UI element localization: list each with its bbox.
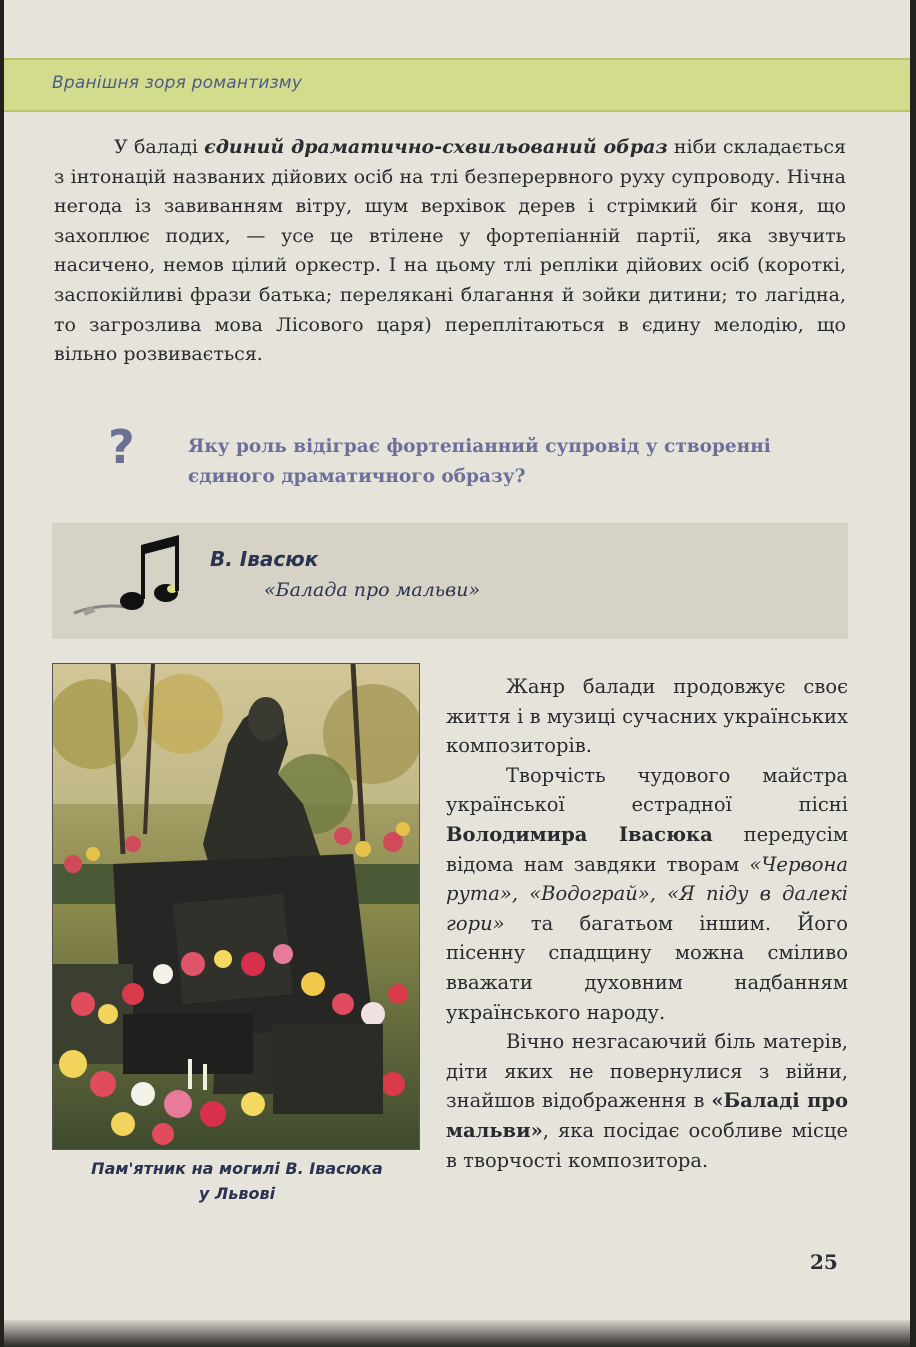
article-p2-lead: Творчість чудового майстра української естрадної пісні — [446, 763, 848, 817]
monument-photo — [52, 663, 420, 1150]
question-icon: ? — [108, 420, 135, 474]
article-paragraph-2 — [446, 761, 848, 1027]
song-list: «Червона рута», «Водограй», «Я піду в далекі гори» — [446, 852, 849, 935]
composer-name: В. Івасюк — [210, 547, 319, 571]
intro-rest: ніби складається з інтонацій названих дійових осіб на тлі безперервного руху супроводу. Нічна негода із завиванням вітру, шум верхівок дерев і стрімкий біг коня, що захоплює подих, — усе це втілене у фортепіанній партії, яка звучить насичено, немов цілий оркестр. І на цьому тлі репліки дійових осіб (короткі, заспокійливі фрази батька; перелякані благання й зойки дитини; то лагідна, то загрозлива мова Лісового царя) переплітаються в єдину мелодію, що вільно розвивається. — [54, 136, 846, 366]
section-header-band — [4, 58, 910, 112]
question-text: Яку роль відіграє фортепіанний супровід у створенні єдиного драматичного образу? — [188, 436, 771, 487]
article-p1-text: Жанр балади продовжує своє життя і в музиці сучасних українських композиторів. — [446, 675, 848, 758]
intro-emphasis: єдиний драматично-схвильований образ — [204, 136, 668, 158]
article-p3-rest: , яка посідає особливе місце в творчості композитора. — [446, 1118, 848, 1172]
ballad-title: «Баладі про мальви» — [446, 1089, 848, 1142]
section-title: Вранішня зоря романтизму — [52, 73, 303, 93]
article-text — [446, 672, 848, 1175]
composer-full-name: Володимира Івасюка — [446, 822, 713, 846]
caption-line-1: Пам'ятник на могилі В. Івасюка — [91, 1159, 383, 1178]
article-p3-lead: Вічно незгасаючий біль матерів, діти яких не повернулися з війни, знайшов відображення в — [446, 1030, 848, 1113]
music-note-icon — [70, 533, 180, 627]
article-paragraph-3 — [446, 1027, 848, 1175]
photo-caption — [52, 1156, 422, 1206]
caption-line-2: у Львові — [198, 1184, 276, 1203]
book-page — [4, 0, 910, 1347]
page-number: 25 — [810, 1250, 838, 1274]
intro-lead: У баладі — [114, 136, 198, 158]
article-paragraph-1 — [446, 672, 848, 761]
article-p2-mid: передусім відома нам завдяки творам — [446, 822, 849, 876]
intro-paragraph — [54, 133, 846, 370]
song-title: «Балада про мальви» — [264, 579, 481, 601]
listening-band — [52, 523, 848, 639]
article-p2-rest: та багатьом іншим. Його пісенну спадщину можна сміливо вважати духовним надбанням українського народу. — [446, 911, 848, 1024]
page-edge-shadow — [4, 1320, 910, 1347]
